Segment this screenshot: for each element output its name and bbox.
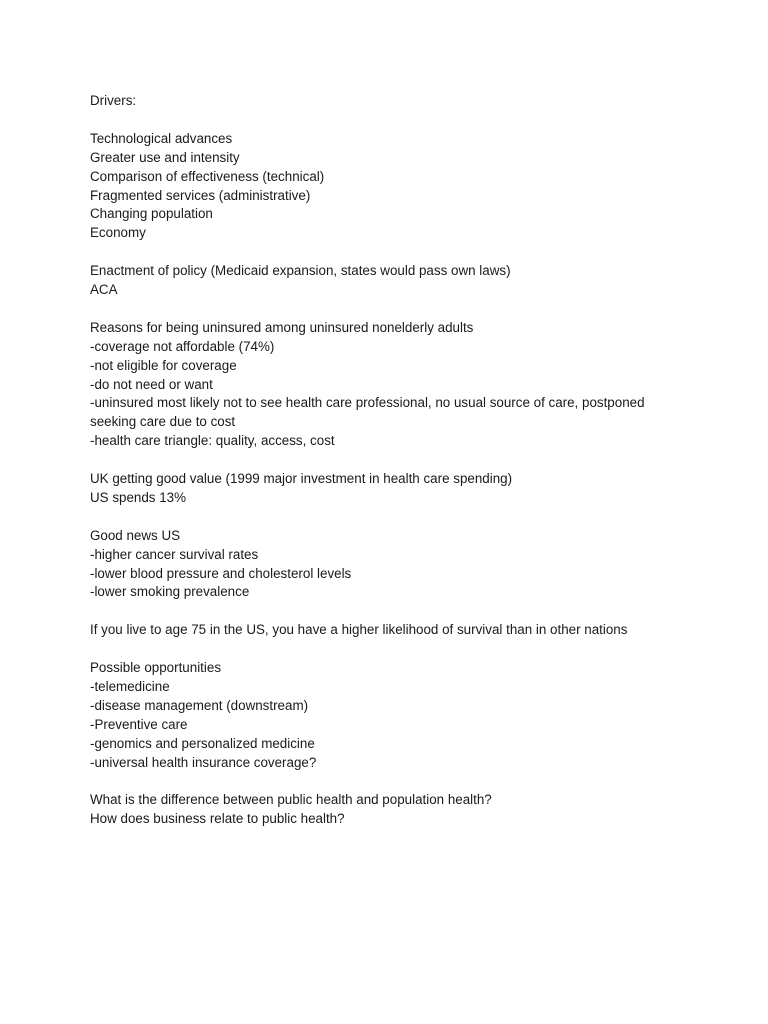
text-line: -lower blood pressure and cholesterol levels <box>90 565 352 581</box>
blank-line <box>90 243 730 262</box>
text-line: -health care triangle: quality, access, cost <box>90 433 335 449</box>
text-line: Possible opportunities <box>90 660 222 676</box>
text-line: Comparison of effectiveness (technical) <box>90 168 325 184</box>
blank-line <box>90 773 730 792</box>
blank-line <box>90 508 730 527</box>
blank-line <box>90 451 730 470</box>
text-line: -lower smoking prevalence <box>90 584 250 600</box>
text-line: -disease management (downstream) <box>90 697 309 713</box>
text-line: If you live to age 75 in the US, you have a higher likelihood of survival than in other nations <box>90 622 628 638</box>
text-line: seeking care due to cost <box>90 414 236 430</box>
blank-line <box>90 111 730 130</box>
text-line: Fragmented services (administrative) <box>90 187 311 203</box>
text-line: How does business relate to public health? <box>90 811 345 827</box>
document-page <box>90 92 730 829</box>
text-line: -higher cancer survival rates <box>90 546 259 562</box>
text-line: UK getting good value (1999 major investment in health care spending) <box>90 471 513 487</box>
text-line: Economy <box>90 225 146 241</box>
text-line: What is the difference between public health and population health? <box>90 792 492 808</box>
text-line: Changing population <box>90 206 213 222</box>
text-line: -not eligible for coverage <box>90 357 237 373</box>
text-line: Greater use and intensity <box>90 149 240 165</box>
text-line: US spends 13% <box>90 489 187 505</box>
text-line: Good news US <box>90 527 181 543</box>
blank-line <box>90 640 730 659</box>
text-line: -genomics and personalized medicine <box>90 735 315 751</box>
blank-line <box>90 602 730 621</box>
text-line: -do not need or want <box>90 376 213 392</box>
text-line: Enactment of policy (Medicaid expansion, states would pass own laws) <box>90 263 511 279</box>
text-line: -universal health insurance coverage? <box>90 754 317 770</box>
text-line: -Preventive care <box>90 716 188 732</box>
text-line: ACA <box>90 282 118 298</box>
blank-line <box>90 300 730 319</box>
text-line: Drivers: <box>90 93 137 108</box>
text-line: -uninsured most likely not to see health care professional, no usual source of care, postponed <box>90 395 645 411</box>
text-line: Technological advances <box>90 130 233 146</box>
text-line: Reasons for being uninsured among uninsured nonelderly adults <box>90 319 474 335</box>
text-line: -coverage not affordable (74%) <box>90 338 275 354</box>
text-line: -telemedicine <box>90 678 170 694</box>
